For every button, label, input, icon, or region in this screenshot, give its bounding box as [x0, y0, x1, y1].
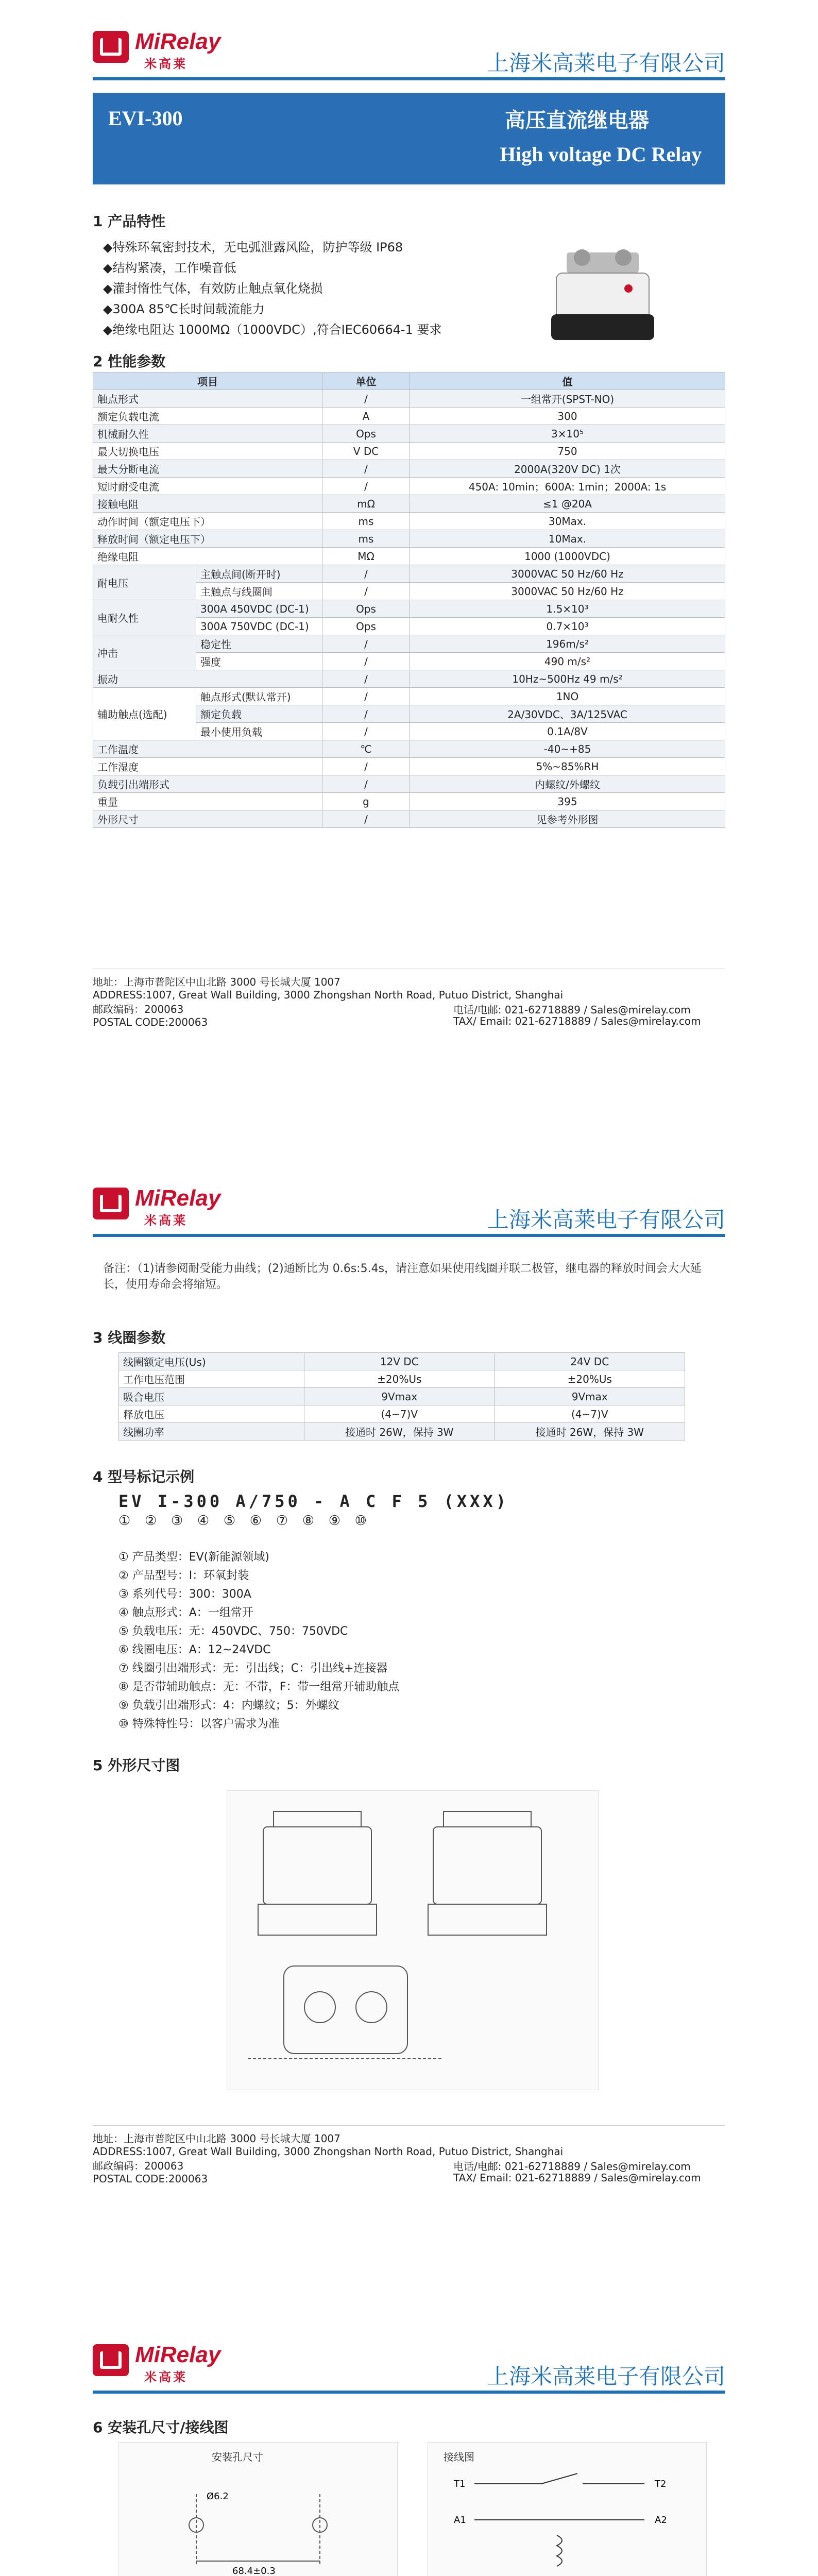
footer-postal-cn: 邮政编码：200063 — [93, 2160, 184, 2172]
brand-name: MiRelay — [135, 2342, 221, 2367]
spec-value: 0.1A/8V — [410, 723, 725, 740]
spec-unit: / — [322, 583, 410, 600]
spec-row — [93, 635, 725, 653]
spec-value: ≤1 @20A — [410, 495, 725, 513]
spec-subitem: 最小使用负载 — [196, 723, 322, 740]
spec-subitem: 稳定性 — [196, 635, 322, 653]
brand-name-cn: 米高莱 — [144, 1213, 188, 1228]
coil-value: ±20%Us — [495, 1370, 685, 1388]
feature-item: ◆特殊环氧密封技术，无电弧泄露风险，防护等级 IP68 — [103, 240, 403, 255]
spec-value: 30Max. — [410, 513, 725, 530]
spec-unit: / — [322, 723, 410, 740]
footer-contact: 电话/电邮: 021-62718889 / Sales@mirelay.com — [453, 1004, 691, 1016]
spec-row — [93, 425, 725, 443]
product-title-en: High voltage DC Relay — [500, 143, 702, 166]
spec-row — [93, 495, 725, 513]
spec-value: 10Max. — [410, 530, 725, 548]
spec-value: 10Hz~500Hz 49 m/s² — [410, 670, 725, 688]
section-features-title: 1 产品特性 — [93, 213, 166, 230]
coil-row — [119, 1353, 685, 1370]
footer-rule — [93, 2125, 725, 2126]
footer-address-cn: 地址：上海市普陀区中山北路 3000 号长城大厦 1007 — [93, 2132, 340, 2145]
spec-item: 最大分断电流 — [93, 460, 322, 478]
brand-logo — [93, 1183, 227, 1230]
spec-item: 触点形式 — [93, 390, 322, 408]
spec-value: 196m/s² — [410, 635, 725, 653]
coil-param: 工作电压范围 — [119, 1370, 304, 1388]
spec-unit: / — [322, 758, 410, 775]
spec-unit: ℃ — [322, 740, 410, 758]
spec-item: 释放时间（额定电压下） — [93, 530, 322, 548]
section-install-title: 6 安装孔尺寸/接线图 — [93, 2419, 229, 2436]
model-legend-item: ⑩ 特殊特性号：以客户需求为准 — [118, 1718, 280, 1731]
spec-value: 2A/30VDC、3A/125VAC — [410, 705, 725, 723]
spec-item: 振动 — [93, 670, 322, 688]
spec-row — [93, 408, 725, 425]
spec-row — [93, 548, 725, 565]
spec-item: 工作温度 — [93, 740, 322, 758]
specs-note: 备注：（1)请参阅耐受能力曲线；(2)通断比为 0.6s:5.4s，请注意如果使用线圈并联二极管，继电器的释放时间会大大延长，使用寿命会将缩短。 — [103, 1262, 702, 1291]
footer-contact: 电话/电邮: 021-62718889 / Sales@mirelay.com — [453, 2160, 691, 2173]
spec-value: 395 — [410, 793, 725, 810]
footer-contact-en: TAX/ Email: 021-62718889 / Sales@mirelay.com — [453, 1015, 701, 1027]
terminal-t1: T1 — [454, 2479, 466, 2489]
header-rule — [93, 1234, 725, 1237]
spec-unit: V DC — [322, 443, 410, 460]
coil-value: 12V DC — [304, 1353, 495, 1370]
spec-value: 0.7×10³ — [410, 618, 725, 635]
spec-value: 1000 (1000VDC) — [410, 548, 725, 565]
model-code-markers: ① ② ③ ④ ⑤ ⑥ ⑦ ⑧ ⑨ ⑩ — [118, 1513, 370, 1529]
spec-value: 3×10⁵ — [410, 425, 725, 443]
header-rule — [93, 2391, 725, 2394]
page-header — [0, 1157, 818, 1239]
product-title-cn: 高压直流继电器 — [505, 109, 649, 132]
spec-item: 接触电阻 — [93, 495, 322, 513]
coil-value: 9Vmax — [495, 1388, 685, 1405]
spec-row — [93, 600, 725, 618]
spec-col-item: 项目 — [93, 372, 322, 390]
section-specs-title: 2 性能参数 — [93, 353, 166, 370]
header-rule — [93, 77, 725, 80]
footer-address-en: ADDRESS:1007, Great Wall Building, 3000 Zhongshan North Road, Putuo District, Shanghai — [93, 2145, 564, 2158]
brand-name-cn: 米高莱 — [144, 57, 188, 71]
coil-value: (4~7)V — [304, 1405, 495, 1423]
brand-logo — [93, 2340, 227, 2386]
spec-row — [93, 810, 725, 828]
model-code-example: EV I-300 A/750 - A C F 5 (XXX) — [118, 1492, 509, 1511]
feature-item: ◆绝缘电阻达 1000MΩ（1000VDC）,符合IEC60664-1 要求 — [103, 323, 442, 337]
spec-group: 冲击 — [93, 635, 196, 670]
relay-product-image — [536, 242, 670, 355]
page-3 — [0, 2313, 818, 2576]
model-legend-item: ② 产品型号：I：环氧封装 — [118, 1569, 249, 1582]
logo-mark-icon — [93, 1188, 129, 1219]
coil-param: 吸合电压 — [119, 1388, 304, 1405]
feature-item: ◆结构紧凑，工作噪音低 — [103, 261, 236, 275]
coil-row — [119, 1388, 685, 1405]
footer-address-cn: 地址：上海市普陀区中山北路 3000 号长城大厦 1007 — [93, 976, 340, 988]
company-name: 上海米高莱电子有限公司 — [487, 50, 725, 76]
spec-col-unit: 单位 — [322, 372, 410, 390]
spec-unit: / — [322, 460, 410, 478]
spec-item: 绝缘电阻 — [93, 548, 322, 565]
spec-value: 450A: 10min；600A: 1min；2000A: 1s — [410, 478, 725, 495]
logo-mark-icon — [93, 31, 129, 63]
spec-col-value: 值 — [410, 372, 725, 390]
model-legend-item: ⑨ 负载引出端形式：4：内螺纹；5：外螺纹 — [118, 1699, 339, 1712]
page-header — [0, 2313, 818, 2396]
feature-item: ◆300A 85℃长时间载流能力 — [103, 302, 265, 316]
spec-item: 短时耐受电流 — [93, 478, 322, 495]
wiring-diagram — [428, 2442, 707, 2576]
hole-diameter-label: Ø6.2 — [207, 2491, 229, 2502]
spec-unit: / — [322, 653, 410, 670]
spec-unit: / — [322, 775, 410, 793]
footer-postal-cn: 邮政编码：200063 — [93, 1003, 184, 1015]
model-legend-item: ⑤ 负载电压：无：450VDC、750：750VDC — [118, 1625, 348, 1638]
footer — [93, 974, 725, 1036]
spec-subitem: 主触点间(断开时) — [196, 565, 322, 583]
outline-drawing — [227, 1790, 599, 2090]
spec-table — [93, 372, 725, 828]
brand-logo — [93, 27, 227, 73]
spec-value: 3000VAC 50 Hz/60 Hz — [410, 565, 725, 583]
terminal-t2: T2 — [655, 2479, 667, 2489]
model-legend-item: ④ 触点形式：A：一组常开 — [118, 1606, 253, 1619]
spec-row — [93, 390, 725, 408]
hole-pitch-label: 68.4±0.3 — [232, 2566, 276, 2576]
spec-unit: / — [322, 810, 410, 828]
brand-name-cn: 米高莱 — [144, 2370, 188, 2384]
footer-contact-en: TAX/ Email: 021-62718889 / Sales@mirelay.com — [453, 2172, 701, 2184]
spec-value: 750 — [410, 443, 725, 460]
spec-unit: / — [322, 390, 410, 408]
spec-unit: ms — [322, 513, 410, 530]
coil-value: ±20%Us — [304, 1370, 495, 1388]
brand-name: MiRelay — [135, 1185, 221, 1211]
page-header — [0, 0, 818, 82]
terminal-a2: A2 — [655, 2515, 667, 2526]
company-name: 上海米高莱电子有限公司 — [487, 2364, 725, 2389]
spec-row — [93, 688, 725, 705]
feature-item: ◆灌封惰性气体，有效防止触点氧化烧损 — [103, 281, 323, 296]
footer-postal-en: POSTAL CODE:200063 — [93, 2173, 208, 2185]
spec-row — [93, 460, 725, 478]
spec-value: 1.5×10³ — [410, 600, 725, 618]
spec-row — [93, 740, 725, 758]
spec-group: 耐电压 — [93, 565, 196, 600]
spec-row — [93, 513, 725, 530]
spec-value: 一组常开(SPST-NO) — [410, 390, 725, 408]
company-name: 上海米高莱电子有限公司 — [487, 1207, 725, 1232]
spec-value: 2000A(320V DC) 1次 — [410, 460, 725, 478]
spec-subitem: 触点形式(默认常开) — [196, 688, 322, 705]
spec-value: 1NO — [410, 688, 725, 705]
spec-value: 490 m/s² — [410, 653, 725, 670]
spec-unit: MΩ — [322, 548, 410, 565]
logo-mark-icon — [93, 2344, 129, 2376]
coil-value: 24V DC — [495, 1353, 685, 1370]
spec-unit: Ops — [322, 425, 410, 443]
page-2 — [0, 1157, 818, 2313]
spec-subitem: 额定负载 — [196, 705, 322, 723]
install-hole-drawing — [118, 2442, 398, 2576]
coil-value: 接通时 26W，保持 3W — [304, 1423, 495, 1440]
coil-row — [119, 1405, 685, 1423]
spec-unit: mΩ — [322, 495, 410, 513]
spec-unit: Ops — [322, 618, 410, 635]
spec-unit: g — [322, 793, 410, 810]
coil-row — [119, 1370, 685, 1388]
terminal-a1: A1 — [454, 2515, 466, 2526]
model-legend-item: ⑥ 线圈电压：A：12~24VDC — [118, 1643, 271, 1656]
brand-name: MiRelay — [135, 29, 221, 54]
spec-item: 动作时间（额定电压下） — [93, 513, 322, 530]
footer — [93, 2130, 725, 2192]
footer-address-en: ADDRESS:1007, Great Wall Building, 3000 Zhongshan North Road, Putuo District, Shanghai — [93, 989, 564, 1001]
spec-row — [93, 565, 725, 583]
spec-unit: / — [322, 635, 410, 653]
spec-item: 机械耐久性 — [93, 425, 322, 443]
spec-value: 5%~85%RH — [410, 758, 725, 775]
model-legend-item: ⑦ 线圈引出端形式：无：引出线；C：引出线+连接器 — [118, 1662, 388, 1675]
coil-row — [119, 1423, 685, 1440]
spec-item: 额定负载电流 — [93, 408, 322, 425]
spec-subitem: 主触点与线圈间 — [196, 583, 322, 600]
model-legend-item: ③ 系列代号：300：300A — [118, 1588, 251, 1601]
spec-row — [93, 670, 725, 688]
product-model: EVI-300 — [108, 107, 183, 130]
spec-subitem: 300A 450VDC (DC-1) — [196, 600, 322, 618]
spec-value: 300 — [410, 408, 725, 425]
spec-item: 负载引出端形式 — [93, 775, 322, 793]
spec-subitem: 强度 — [196, 653, 322, 670]
section-model-title: 4 型号标记示例 — [93, 1468, 195, 1485]
spec-group: 辅助触点(选配) — [93, 688, 196, 740]
spec-header-row — [93, 372, 725, 390]
install-hole-title: 安装孔尺寸 — [212, 2451, 263, 2463]
spec-item: 最大切换电压 — [93, 443, 322, 460]
spec-unit: ms — [322, 530, 410, 548]
spec-row — [93, 478, 725, 495]
spec-unit: A — [322, 408, 410, 425]
coil-value: (4~7)V — [495, 1405, 685, 1423]
spec-row — [93, 443, 725, 460]
spec-item: 工作湿度 — [93, 758, 322, 775]
coil-param: 线圈额定电压(Us) — [119, 1353, 304, 1370]
spec-group: 电耐久性 — [93, 600, 196, 635]
spec-row — [93, 793, 725, 810]
section-outline-title: 5 外形尺寸图 — [93, 1757, 180, 1774]
coil-param: 释放电压 — [119, 1405, 304, 1423]
spec-row — [93, 758, 725, 775]
spec-unit: / — [322, 478, 410, 495]
footer-postal-en: POSTAL CODE:200063 — [93, 1016, 208, 1028]
spec-unit: / — [322, 670, 410, 688]
spec-unit: / — [322, 705, 410, 723]
spec-value: 见参考外形图 — [410, 810, 725, 828]
spec-unit: Ops — [322, 600, 410, 618]
spec-value: 内螺纹/外螺纹 — [410, 775, 725, 793]
spec-unit: / — [322, 688, 410, 705]
section-coil-title: 3 线圈参数 — [93, 1329, 166, 1346]
model-legend-item: ① 产品类型：EV(新能源领域) — [118, 1551, 269, 1564]
spec-value: -40~+85 — [410, 740, 725, 758]
spec-row — [93, 775, 725, 793]
page-1 — [0, 0, 818, 1157]
spec-value: 3000VAC 50 Hz/60 Hz — [410, 583, 725, 600]
coil-value: 9Vmax — [304, 1388, 495, 1405]
spec-item: 重量 — [93, 793, 322, 810]
spec-subitem: 300A 750VDC (DC-1) — [196, 618, 322, 635]
wiring-title: 接线图 — [444, 2451, 474, 2463]
coil-value: 接通时 26W，保持 3W — [495, 1423, 685, 1440]
model-legend-item: ⑧ 是否带辅助触点：无：不带，F：带一组常开辅助触点 — [118, 1681, 400, 1693]
coil-param: 线圈功率 — [119, 1423, 304, 1440]
spec-row — [93, 530, 725, 548]
title-banner — [93, 93, 725, 184]
spec-item: 外形尺寸 — [93, 810, 322, 828]
spec-unit: / — [322, 565, 410, 583]
coil-table — [118, 1352, 685, 1440]
